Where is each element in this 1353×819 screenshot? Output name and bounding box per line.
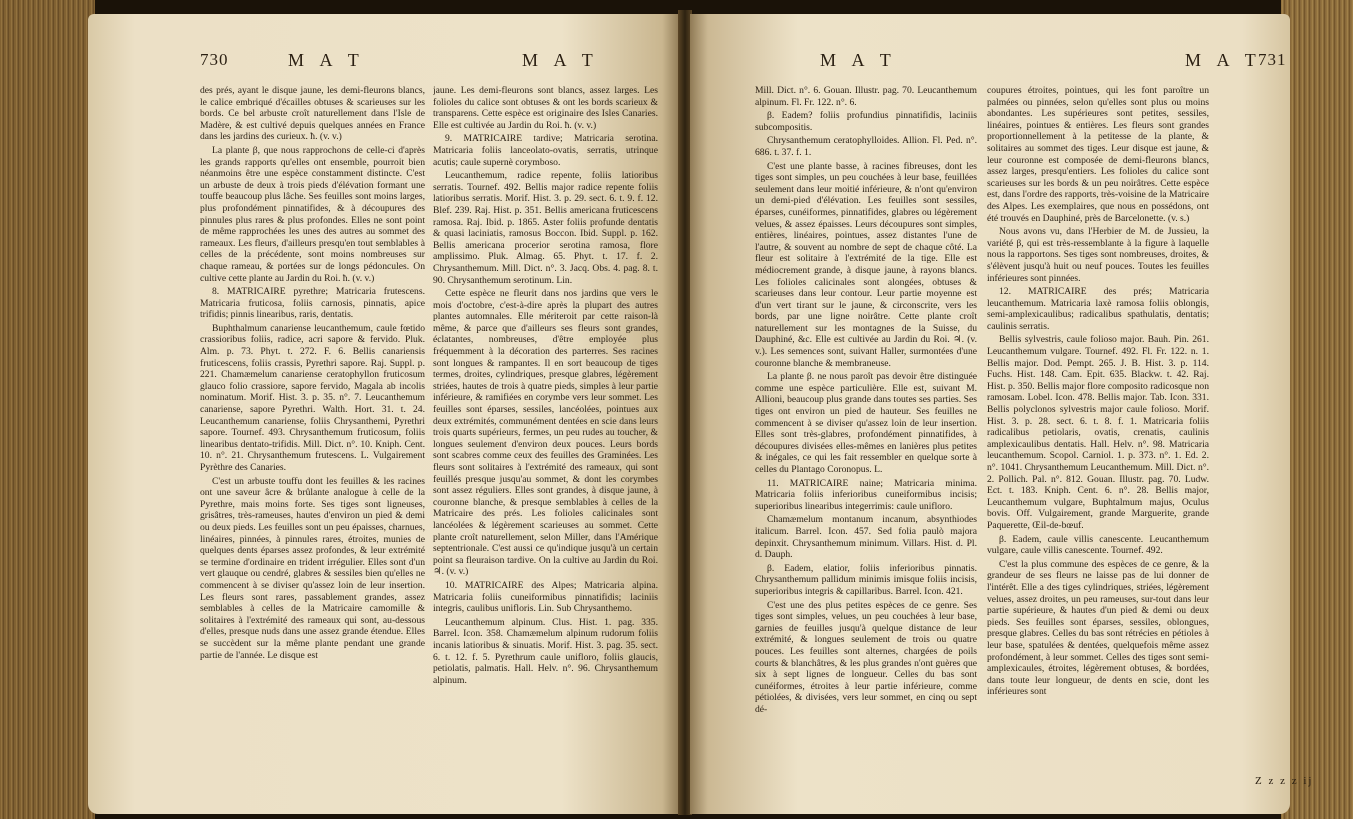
paragraph: La plante β, que nous rapprochons de celle-ci d'après les grands rapports qu'elles ont ensemble, pourroit bien néanmoins être une espèce constamment distincte. C'est un arbuste de deux à trois pieds d'élévation formant une touffe beaucoup plus lâche. Ses feuilles sont moins larges, plus profondément pinnatifides, & à découpures des pinnules plus rares & plus profondes. Elles ne sont point de même rapprochées les unes des autres au sommet des rameaux. Les fleurs, d'ailleurs presqu'en tout semblables à celles de la précédente, sont moins nombreuses sur chaque rameau, & portées sur de longs pédoncules. On cultive cette plante au Jardin du Roi. ħ. (v. v.) — [200, 144, 425, 284]
paragraph: 11. MATRICAIRE naine; Matricaria minima. Matricaria foliis inferioribus cuneiformibus incisis; superioribus linearibus integerrimis: caule unifloro. — [755, 477, 977, 512]
printer-signature: Z z z z ij — [1255, 775, 1314, 787]
paragraph: C'est un arbuste touffu dont les feuilles & les racines ont une saveur âcre & brûlante analogue à celle de la Pyrethre, mais moins forte. Ses tiges sont ligneuses, grisâtres, très-rameuses, hautes d'environ un pied & demi ou deux pieds. Les feuilles sont un peu épaisses, charnues, linéaires, pinnées, à pinnules rares, étroites, munies de quelques dents éparses assez profondes, & leur extrémité se termine d'ordinaire en trident irrégulier. Elles sont d'un vert glauque ou cendré, glabres & sessiles bien qu'elles ne commencent à se diviser qu'assez loin de leur insertion. Les fleurs sont rares, passablement grandes, assez semblables à celles de la Matricaire camomille & solitaires à l'extrémité des rameaux qui sont, au-dessous d'elles, presque nuds dans une assez grande étendue. Elles se succèdent sur la même plante pendant une grande partie de l'année. Le disque est — [200, 475, 425, 661]
left-page-column-1 — [200, 85, 425, 800]
paragraph: β. Eadem, elatior, foliis inferioribus pinnatis. Chrysanthemum pallidum minimis imisque foliis incisis, superioribus integris & capillaribus. Barrel. Icon. 421. — [755, 562, 977, 597]
paragraph: coupures étroites, pointues, qui les font paroître un palmées ou pinnées, selon qu'elles sont plus ou moins abondantes. Les supérieures sont petites, sessiles, linéaires, pointues & entières. Les fleurs sont grandes proportionnellement à la petitesse de la plante, & solitaires au sommet des tiges. Leur disque est jaune, & leur couronne est composée de demi-fleurons blancs, assez larges, presqu'entiers. Les folioles du calice sont scarieuses sur les bords & un peu noirâtres. Cette espèce est, dans l'ordre des rapports, très-voisine de la Matricaire des Alpes. Les exemplaires, que nous en possédons, ont été trouvés en Dauphiné, près de Barcelonette. (v. s.) — [987, 85, 1209, 224]
page-edges-right — [1281, 0, 1353, 819]
paragraph: Leucanthemum, radice repente, foliis latioribus serratis. Tournef. 492. Bellis major radice repente foliis latioribus serratis. Morif. Hist. 3. p. 29. sect. 6. t. 9. f. 12. Blef. 239. Raj. Hist. p. 351. Bellis americana fruticescens ramosa. Raj. Ibid. p. 1865. Aster foliis profunde dentatis & quasi laciniatis, ramosus Boccon. Ibid. Suppl. p. 162. Bellis americana procerior serotina ramosa, flore amplissimo. Pluk. Almag. 65. Phyt. t. 17. f. 2. Chrysanthemum. Mill. Dict. n°. 3. Jacq. Obs. 4. pag. 8. t. 90. Chrysanthemum serotinum. Lin. — [433, 170, 658, 286]
paragraph: Bellis sylvestris, caule folioso major. Bauh. Pin. 261. Leucanthemum vulgare. Tournef. 492. Fl. Fr. 122. n. 1. Bellis major. Dod. Pempt. 265. J. B. Hist. 3. p. 114. Fuchs. Hist. 148. Cam. Epit. 635. Blackw. t. 42. Raj. Hist. p. 350. Bellis major flore composito radicosque non ramosam. Lobel. Icon. 478. Bellis major. Tab. Icon. 331. Bellis polyclonos sylvestris major caule folioso. Morif. Hist. 3. p. 28. sect. 6. t. 8. f. 1. Matricaria foliis radicalibus petiolaris, ovatis, crenatis, caulinis amplexicaulibus dentatis. Hall. Helv. n°. 98. Matricaria leucanthemum. Scopol. Carniol. 1. p. 373. n°. 1. Ed. 2. n°. 1041. Chrysanthemum Leucanthemum. Mill. Dict. n°. 2. Pollich. Pal. n°. 812. Gouan. Illustr. pag. 70. Ludw. Ect. t. 183. Kniph. Cent. 6. n°. 28. Bellis major, Leucanthemum vulgare, Buphtalmum majus, Oculus bovis. Off. Vulgairement, grande Marguerite, grande Paquerette, Œil-de-bœuf. — [987, 334, 1209, 531]
right-page-number: 731 — [1258, 50, 1287, 69]
paragraph: des prés, ayant le disque jaune, les demi-fleurons blancs, le calice embriqué d'écailles obtuses & scarieuses sur les bords. Ce bel arbuste croît naturellement dans l'Isle de Madère, & est cultivé depuis quelques années en France dans les jardins des curieux. ħ. (v. v.) — [200, 85, 425, 143]
right-page-column-2 — [987, 85, 1209, 770]
paragraph: Cette espèce ne fleurit dans nos jardins que vers le mois d'octobre, c'est-à-dire après la plupart des autres plantes automnales. Elle mériteroit par cette raison-là même, & parce que d'ailleurs ses fleurs sont grandes, éclatantes, nombreuses, d'être employée plus fréquemment à la décoration des parterres. Ses racines sont longues & rampantes. Il en sort beaucoup de tiges termes, droites, cylindriques, presque glabres, légèrement striées, hautes de trois à quatre pieds, simples à leur partie inférieure, & ramifiées en corymbe vers leur sommet. Les feuilles sont éparses, sessiles, lancéolées, pointues aux deux extrémités, communément dentées en scie dans leurs trois quarts supérieurs, fermes, un peu rudes au toucher, & longues seulement d'environ deux pouces. Leurs bords sont scabres comme ceux des feuilles des Graminées. Les fleurs sont solitaires à l'extrémité des rameaux, qui sont feuillés presque jusqu'au sommet, & dont les corymbes sont assez réguliers. Elles sont grandes, à disque jaune, à couronne blanche, & presque semblables à celles de la Matricaire des prés. Les folioles calicinales sont lancéolées & légèrement scarieuses au sommet. Cette plante croît naturellement, selon Miller, dans l'Amérique septentrionale. C'est aussi ce qu'indique jusqu'à un certain point sa fleuraison tardive. On la cultive au Jardin du Roi. ♃. (v. v.) — [433, 288, 658, 578]
right-page-column-1 — [755, 85, 977, 800]
paragraph: 12. MATRICAIRE des prés; Matricaria leucanthemum. Matricaria laxè ramosa foliis oblongis, semi-amplexicaulibus; radicalibus spathulatis, dentatis; caulinis serratis. — [987, 286, 1209, 332]
paragraph: C'est la plus commune des espèces de ce genre, & la grandeur de ses fleurs ne laisse pas de lui donner de l'intérêt. Elle a des tiges cylindriques, striées, légèrement velues, assez droites, un peu rameuses, sur-tout dans leur partie supérieure, & hautes d'un pied & demi ou deux pieds. Ses feuilles sont éparses, sessiles, oblongues, presque glabres. Celles du bas sont rétrécies en pétioles à leur base, spatulées & dentées, quelquefois même assez profondément, à leur sommet. Celles des tiges sont semi-amplexicaules, étroites, légèrement obtuses, & bordées, dans toute leur longueur, de dents en scie, dont les inférieures sont — [987, 558, 1209, 698]
paragraph: 10. MATRICAIRE des Alpes; Matricaria alpina. Matricaria foliis cuneiformibus pinnatifidis; laciniis integris, caulibus unifloris. Lin. Sub Chrysanthemo. — [433, 579, 658, 615]
paragraph: Chrysanthemum ceratophylloides. Allion. Fl. Ped. n°. 686. t. 37. f. 1. — [755, 135, 977, 158]
paragraph: 8. MATRICAIRE pyrethre; Matricaria frutescens. Matricaria fruticosa, foliis carnosis, pinnatis, apice trifidis; pinnis linearibus, raris, dentatis. — [200, 286, 425, 321]
paragraph: La plante β. ne nous paroît pas devoir être distinguée comme une espèce particulière. Elle est, suivant M. Allioni, beaucoup plus grande dans toutes ses parties. Ses tiges ont environ un pied de hauteur. Ses feuilles ne commencent à se diviser qu'assez loin de leur insertion. Elles sont très-glabres, profondément pinnatifides, à découpures divisées elles-mêmes en lanières plus petites & inégales, ce qui les fait ressembler en quelque sorte à celles du Plantago Coronopus. L. — [755, 371, 977, 475]
paragraph: Leucanthemum alpinum. Clus. Hist. 1. pag. 335. Barrel. Icon. 358. Chamæmelum alpinum rudorum foliis incanis latioribus & sinuatis. Morif. Hist. 3. pag. 35. sect. 6. t. 12. f. 5. Pyrethrum caule unifloro, foliis glaucis, petiolatis, palmatis. Hall. Helv. n°. 96. Chrysanthemum alpinum. — [433, 616, 658, 686]
page-edges-left — [0, 0, 95, 819]
right-header-left: M A T — [820, 50, 897, 70]
paragraph: β. Eadem, caule villis canescente. Leucanthemum vulgare, caule villis canescente. Tournef. 492. — [987, 533, 1209, 557]
paragraph: β. Eadem? foliis profundius pinnatifidis, laciniis subcompositis. — [755, 110, 977, 133]
paragraph: Chamæmelum montanum incanum, absynthiodes italicum. Barrel. Icon. 457. Sed folia paulò majora depinxit. Chrysanthemum minimum. Villars. Hist. d. Pl. d. Dauph. — [755, 514, 977, 561]
left-header-left: M A T — [288, 50, 365, 70]
paragraph: Mill. Dict. n°. 6. Gouan. Illustr. pag. 70. Leucanthemum alpinum. Fl. Fr. 122. n°. 6. — [755, 85, 977, 108]
paragraph: C'est une plante basse, à racines fibreuses, dont les tiges sont simples, un peu couchées à leur base, feuillées seulement dans leur moitié inférieure, & n'ont qu'environ un demi-pied d'élévation. Les feuilles sont sessiles, éparses, cunéiformes, pinnatifides, glabres ou légèrement velues, & assez épaisses. Leurs découpures sont simples, entières, linéaires, pointues, assez distantes l'une de l'autre, & souvent au nombre de sept de chaque côté. La fleur est solitaire à l'extrémité de la tige. Elle est médiocrement grande, à disque jaune, à rayons blancs. Les folioles calicinales sont alongées, obtuses & scarieuses dans leur contour. Leur partie moyenne est d'un vert tirant sur le jaune, & circonscrite, vers les bords, par une ligne noirâtre. Cette plante croît naturellement sur les montagnes de la Suisse, du Dauphiné, &c. Elle est cultivée au Jardin du Roi. ♃. (v. v.). Les semences sont, suivant Haller, surmontées d'une couronne blanche & membraneuse. — [755, 160, 977, 369]
left-header-right: M A T — [522, 50, 599, 70]
right-header-right: M A T — [1185, 50, 1262, 70]
paragraph: C'est une des plus petites espèces de ce genre. Ses tiges sont simples, velues, un peu couchées à leur base, garnies de feuilles jusqu'à quelque distance de leur extrémité, & longues seulement de trois ou quatre pouces. Les feuilles sont alternes, chargées de poils courts & blanchâtres, & les plus grandes n'ont guères que six à sept lignes de longueur. Celles du bas sont cunéiformes, étroites à leur partie inférieure, comme pétiolées, & divisées, vers leur sommet, en cinq ou sept dé- — [755, 599, 977, 715]
paragraph: Buphthalmum canariense leucanthemum, caule fœtido crassioribus foliis, radice, acri sapore & fervido. Pluk. Alm. p. 73. Phyt. t. 272. F. 6. Bellis canariensis fruticescens, foliis crassis, Pyrethri sapore. Raj. Suppl. p. 221. Chamæmelum canariense ceratophyllon fruticosum glauco folio crassiore, sapore fervido, Magala ab incolis nominatum. Morif. Hist. 3. p. 35. n°. 7. Leucanthemum canariense, sapore Pyrethri. Walth. Hort. 31. t. 24. Leucanthemum canariense, foliis Chrysanthemi, Pyrethri sapore. Tournef. 493. Chrysanthemum fruticosum, foliis linearibus dentato-trifidis. Mill. Dict. n°. 10. Kniph. Cent. 10. n°. 21. Chrysanthemum frutescens. L. Vulgairement Pyrèthre des Canaries. — [200, 322, 425, 473]
paragraph: Nous avons vu, dans l'Herbier de M. de Jussieu, la variété β, qui est très-ressemblante à la figure à laquelle nous la rapportons. Ses tiges sont nombreuses, droites, & s'élèvent jusqu'à huit ou neuf pouces. Toutes les feuilles inférieures sont pinnées. — [987, 226, 1209, 284]
left-page-column-2 — [433, 85, 658, 800]
left-page-number: 730 — [200, 50, 229, 69]
paragraph: 9. MATRICAIRE tardive; Matricaria serotina. Matricaria foliis lanceolato-ovatis, serratis, utrinque acutis; caule supernè corymboso. — [433, 133, 658, 168]
paragraph: jaune. Les demi-fleurons sont blancs, assez larges. Les folioles du calice sont obtuses & ont les bords scarieux & transparens. Cette espèce est originaire des Isles Canaries. Elle est cultivée au Jardin du Roi. ħ. (v. v.) — [433, 85, 658, 131]
